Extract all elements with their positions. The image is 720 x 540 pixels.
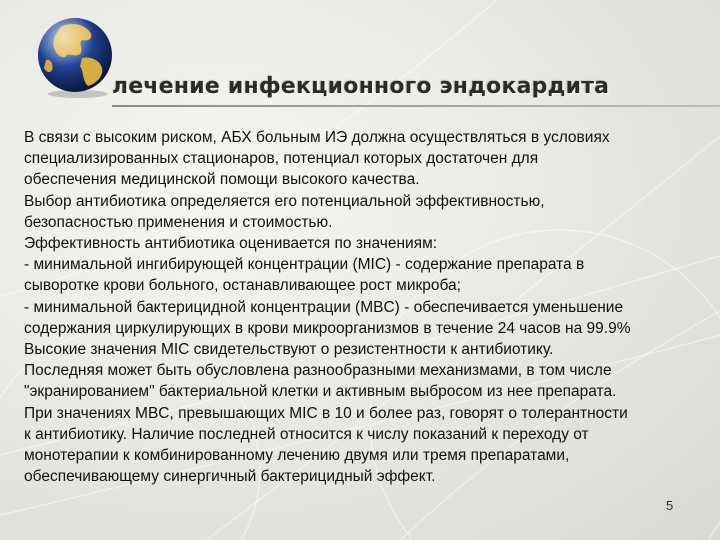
- text-line: Высокие значения MIC свидетельствуют о резистентности к антибиотику.: [24, 341, 554, 359]
- text-line: Последняя может быть обусловлена разнообразными механизмами, в том числе: [24, 362, 612, 380]
- text-line: Выбор антибиотика определяется его потенциальной эффективностью,: [24, 192, 545, 210]
- text-line: - минимальной бактерицидной концентрации (MBC) - обеспечивается уменьшение: [24, 298, 624, 316]
- globe-icon: [32, 14, 118, 100]
- text-line: безопасностью применения и стоимостью.: [24, 213, 333, 231]
- page-number: 5: [666, 498, 674, 513]
- text-line: обеспечения медицинской помощи высокого качества.: [24, 171, 420, 189]
- text-line: "экранированием" бактериальной клетки и активным выбросом из нее препарата.: [24, 383, 617, 401]
- text-line: сыворотке крови больного, останавливающее рост микроба;: [24, 277, 461, 295]
- text-line: При значениях MBC, превышающих MIC в 10 и более раз, говорят о толерантности: [24, 404, 628, 422]
- text-line: обеспечивающему синергичный бактерицидный эффект.: [24, 468, 436, 486]
- slide-title: лечение инфекционного эндокардита: [112, 74, 610, 99]
- text-line: В связи с высоким риском, АБХ больным ИЭ должна осуществляться в условиях: [24, 129, 610, 146]
- text-line: специализированных стационаров, потенциал которых достаточен для: [24, 150, 539, 168]
- text-line: Эффективность антибиотика оценивается по значениям:: [24, 235, 438, 253]
- text-line: - минимальной ингибирующей концентрации (MIC) - содержание препарата в: [24, 256, 585, 274]
- text-line: монотерапии к комбинированному лечению двумя или тремя препаратами,: [24, 447, 570, 465]
- text-line: содержания циркулирующих в крови микроорганизмов в течение 24 часов на 99.9%: [24, 319, 631, 337]
- body-text: [24, 127, 720, 487]
- title-divider: [112, 105, 720, 107]
- text-line: к антибиотику. Наличие последней относится к числу показаний к переходу от: [24, 425, 589, 443]
